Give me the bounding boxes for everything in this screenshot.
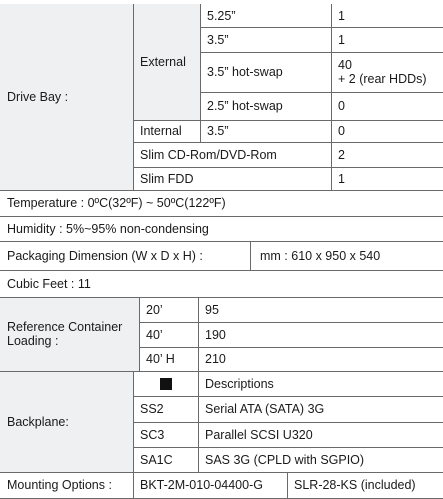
drive-bay-label: Drive Bay :: [7, 90, 69, 104]
backplane-desc: Parallel SCSI U320: [205, 427, 313, 442]
temperature-row: Temperature : 0ºC(32ºF) ~ 50ºC(122ºF): [7, 196, 226, 210]
drive-type: 5.25”: [207, 8, 236, 23]
drive-count: 1: [338, 8, 345, 23]
drive-type: Slim CD-Rom/DVD-Rom: [140, 147, 277, 162]
drive-count: [331, 52, 443, 92]
drive-type: 3.5” hot-swap: [207, 65, 283, 79]
internal-label: Internal: [140, 124, 182, 138]
backplane-label: Backplane:: [7, 414, 69, 429]
container-size: 40’ H: [146, 352, 175, 366]
humidity-row: Humidity : 5%~95% non-condensing: [7, 221, 209, 236]
drive-count: 2: [338, 147, 345, 162]
packaging-value: mm : 610 x 950 x 540: [260, 248, 381, 263]
drive-count: 1: [338, 32, 345, 47]
drive-count-line1: 40: [338, 58, 352, 72]
mounting-option: SLR-28-KS (included): [294, 478, 416, 492]
drive-count: 0: [338, 124, 345, 138]
drive-type: 2.5” hot-swap: [207, 99, 283, 113]
backplane-code: SC3: [140, 427, 165, 442]
container-size: 40’: [146, 327, 163, 342]
drive-type: Slim FDD: [140, 171, 194, 186]
backplane-code: SS2: [140, 402, 164, 416]
backplane-desc: SAS 3G (CPLD with SGPIO): [205, 452, 365, 467]
backplane-header-marker: [133, 371, 198, 396]
drive-type: 3.5”: [207, 32, 229, 47]
container-label-line1: Reference Container: [7, 320, 123, 334]
drive-type: 3.5”: [207, 124, 229, 138]
black-square-icon: [160, 378, 172, 390]
mounting-option: BKT-2M-010-04400-G: [140, 478, 263, 492]
backplane-header: Descriptions: [205, 376, 274, 391]
backplane-code: SA1C: [140, 452, 173, 467]
drive-count-line2: + 2 (rear HDDs): [338, 72, 427, 86]
drive-count: 0: [338, 99, 345, 113]
drive-count: 1: [338, 171, 345, 186]
external-label: External: [140, 55, 186, 69]
container-label: [0, 297, 139, 371]
container-size: 20’: [146, 302, 163, 317]
container-qty: 190: [205, 327, 226, 342]
packaging-label: Packaging Dimension (W x D x H) :: [7, 248, 203, 263]
container-label-line2: Loading :: [7, 334, 59, 348]
container-qty: 95: [205, 302, 219, 317]
container-qty: 210: [205, 352, 226, 366]
backplane-desc: Serial ATA (SATA) 3G: [205, 402, 325, 416]
mounting-label: Mounting Options :: [7, 478, 112, 492]
cubic-feet-row: Cubic Feet : 11: [7, 276, 91, 291]
